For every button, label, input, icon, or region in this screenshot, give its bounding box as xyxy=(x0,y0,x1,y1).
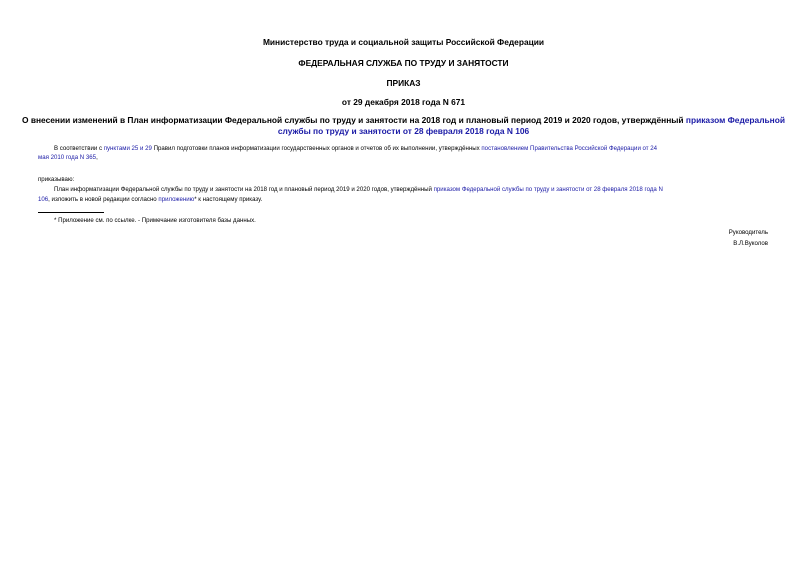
preamble-prefix: В соответствии с xyxy=(54,145,104,152)
signatory-title: Руководитель xyxy=(728,229,768,236)
orders-word: приказываю: xyxy=(38,176,75,183)
order-item-end: * к настоящему приказу. xyxy=(194,196,263,203)
subject-order-link[interactable]: приказом Федеральной службы по труду и занятости от 28 февраля 2018 года N 106 xyxy=(277,115,785,136)
document-type: ПРИКАЗ xyxy=(386,78,421,88)
preamble-line-1 xyxy=(54,144,657,153)
footnote-divider xyxy=(38,212,104,213)
document-date-number: от 29 декабря 2018 года N 671 xyxy=(341,97,466,107)
order-item-mid: , изложить в новой редакции согласно xyxy=(48,196,159,203)
order-item-text: План информатизации Федеральной службы по труду и занятости на 2018 год и плановый период 2019 и 2020 годов, утверждённый xyxy=(54,186,434,193)
document-subject xyxy=(20,115,787,137)
rules-points-link[interactable]: пунктами 25 и 29 xyxy=(103,145,152,152)
service-heading: ФЕДЕРАЛЬНАЯ СЛУЖБА ПО ТРУДУ И ЗАНЯТОСТИ xyxy=(298,58,509,68)
footnote: * Приложение см. по ссылке. - Примечание изготовителя базы данных. xyxy=(54,217,256,224)
preamble-text: Правил подготовки планов информатизации государственных органов и отчетов об их выполнении, утверждённых xyxy=(151,145,482,152)
order-item-line-1 xyxy=(54,185,663,194)
order-106-link-cont[interactable]: 106 xyxy=(38,196,49,203)
ministry-heading: Министерство труда и социальной защиты Российской Федерации xyxy=(262,37,545,47)
preamble-line-2 xyxy=(38,153,98,162)
order-item-line-2 xyxy=(38,195,262,204)
signatory-name: В.Л.Вуколов xyxy=(733,240,768,247)
government-decree-link-cont[interactable]: мая 2010 года N 365 xyxy=(38,154,97,161)
subject-text: О внесении изменений в План информатизации Федеральной службы по труду и занятости на 2018 год и плановый период 2019 и 2020 годов, утверждённый xyxy=(22,115,686,125)
government-decree-link[interactable]: постановлением Правительства Российской Федерации от 24 xyxy=(481,145,658,152)
order-106-link[interactable]: приказом Федеральной службы по труду и занятости от 28 февраля 2018 года N xyxy=(433,186,663,193)
preamble-end: , xyxy=(96,154,98,161)
appendix-link[interactable]: приложению xyxy=(158,196,195,203)
